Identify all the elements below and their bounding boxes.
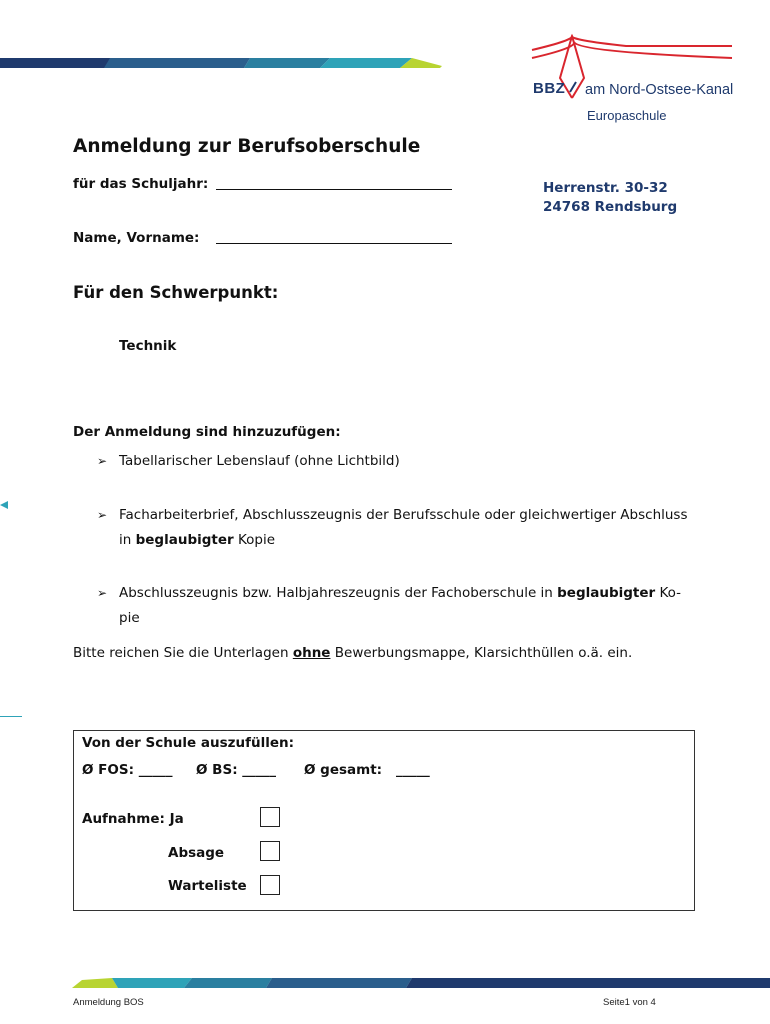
logo-subtitle: Europaschule — [587, 108, 667, 123]
name-label: Name, Vorname: — [73, 230, 200, 246]
list-item — [97, 581, 697, 631]
waitlist-label: Warteliste — [168, 878, 247, 894]
fos-average: Ø FOS: _____ — [82, 762, 173, 778]
requirements-heading: Der Anmeldung sind hinzuzufügen: — [73, 424, 341, 440]
page-number: Seite1 von 4 — [603, 997, 656, 1008]
arrow-bullet-icon: ➢ — [97, 508, 108, 522]
address-city: 24768 Rendsburg — [543, 199, 678, 215]
list-item — [97, 503, 697, 553]
total-average-label: Ø gesamt: — [304, 762, 383, 778]
school-box-heading: Von der Schule auszufüllen: — [82, 735, 295, 751]
submission-note: Bitte reichen Sie die Unterlagen ohne Bewerbungsmappe, Klarsichthüllen o.ä. ein. — [73, 645, 633, 661]
focus-value: Technik — [119, 338, 177, 354]
logo-name: am Nord-Ostsee-Kanal — [585, 82, 734, 98]
waitlist-checkbox[interactable] — [260, 875, 280, 895]
list-item-text: Tabellarischer Lebenslauf (ohne Lichtbild) — [119, 453, 400, 469]
footer-left: Anmeldung BOS — [73, 997, 144, 1008]
school-year-label: für das Schuljahr: — [73, 176, 209, 192]
list-item-text: Abschlusszeugnis bzw. Halbjahreszeugnis der Fachoberschule in beglaubigter Ko-pie — [119, 585, 682, 626]
address-street: Herrenstr. 30-32 — [543, 180, 668, 196]
rejection-label: Absage — [168, 845, 225, 861]
admission-label: Aufnahme: Ja — [82, 811, 184, 827]
arrow-bullet-icon: ➢ — [97, 454, 108, 468]
header-band — [0, 56, 442, 70]
name-field[interactable] — [216, 243, 452, 244]
total-average-blank: _____ — [396, 762, 430, 778]
form-title: Anmeldung zur Berufsoberschule — [73, 136, 421, 157]
school-use-box — [73, 730, 695, 911]
margin-marker — [0, 501, 8, 509]
footer-band — [72, 976, 770, 990]
list-item — [97, 449, 697, 474]
rejection-checkbox[interactable] — [260, 841, 280, 861]
focus-heading: Für den Schwerpunkt: — [73, 283, 279, 302]
logo-abbreviation: BBZ — [533, 80, 566, 97]
bs-average: Ø BS: _____ — [196, 762, 277, 778]
arrow-bullet-icon: ➢ — [97, 586, 108, 600]
margin-line — [0, 716, 22, 717]
list-item-text: Facharbeiterbrief, Abschlusszeugnis der Berufsschule oder gleichwertiger Abschluss in beglaubigter Kopie — [119, 507, 688, 548]
admission-checkbox[interactable] — [260, 807, 280, 827]
school-year-field[interactable] — [216, 189, 452, 190]
